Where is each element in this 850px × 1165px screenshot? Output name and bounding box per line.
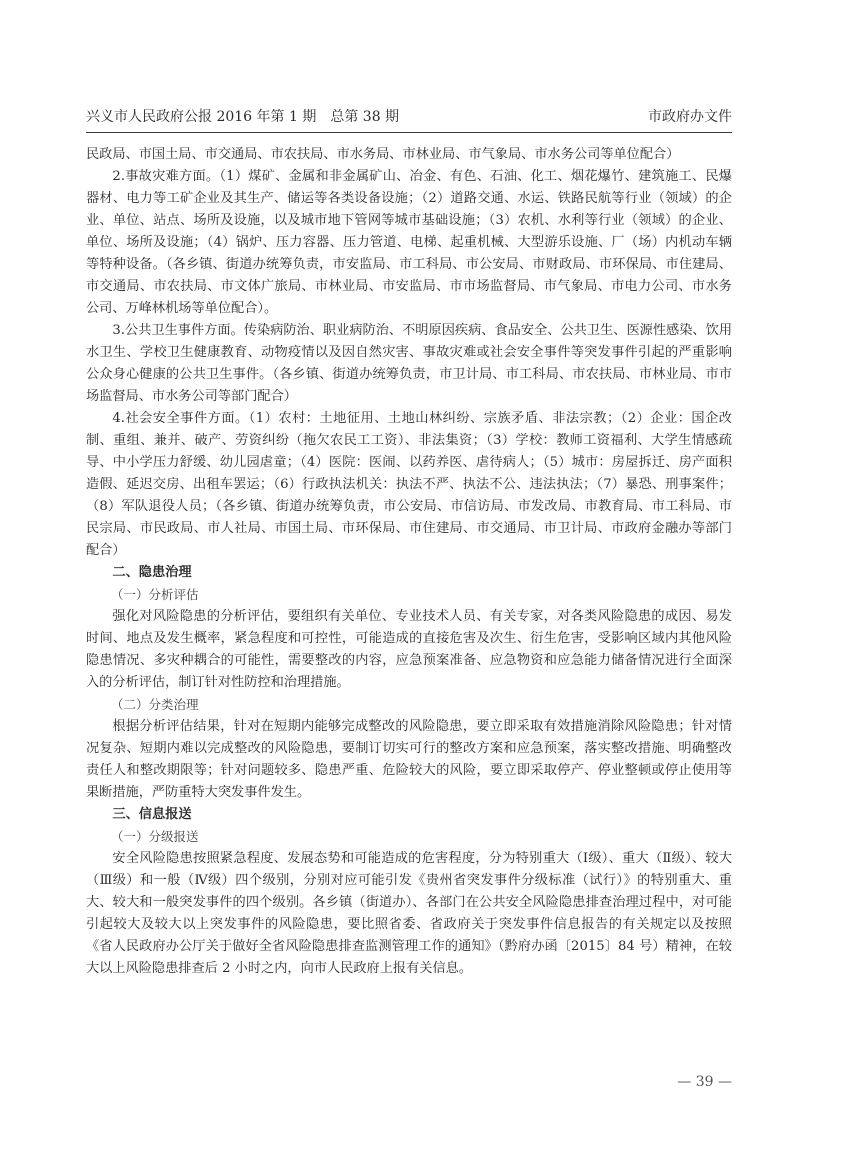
paragraph: 强化对风险隐患的分析评估，要组织有关单位、专业技术人员、有关专家，对各类风险隐患的成因、易发时间、地点及发生概率，紧急程度和可控性，可能造成的直接危害及次生、衍生危害，受影响区域内其他风险隐患情况、多灾种耦合的可能性，需要整改的内容，应急预案准备、应急物资和应急能力储备情况进行全面深入的分析评估，制订针对性防控和治理措施。 [86, 609, 732, 690]
paragraph: 3.公共卫生事件方面。传染病防治、职业病防治、不明原因疾病、食品安全、公共卫生、医源性感染、饮用水卫生、学校卫生健康教育、动物疫情以及因自然灾害、事故灾难或社会安全事件等突发事件引起的严重影响公众身心健康的公共卫生事件。（各乡镇、街道办统筹负责，市卫计局、市工科局、市农扶局、市林业局、市市场监督局、市水务公司等部门配合） [86, 323, 732, 404]
section-heading: 三、信息报送 [112, 807, 192, 822]
document-body [86, 144, 732, 980]
paragraph: 民政局、市国土局、市交通局、市农扶局、市水务局、市林业局、市气象局、市水务公司等单位配合） [86, 147, 680, 162]
paragraph: 安全风险隐患按照紧急程度、发展态势和可能造成的危害程度，分为特别重大（Ⅰ级）、重大（Ⅱ级）、较大（Ⅲ级）和一般（Ⅳ级）四个级别，分别对应可能引发《贵州省突发事件分级标准（试行）》的特别重大、重大、较大和一般突发事件的四个级别。各乡镇（街道办）、各部门在公共安全风险隐患排查治理过程中，对可能引起较大及较大以上突发事件的风险隐患，要比照省委、省政府关于突发事件信息报告的有关规定以及按照《省人民政府办公厅关于做好全省风险隐患排查监测管理工作的通知》（黔府办函〔2015〕84 号）精神，在较大以上风险隐患排查后 2 小时之内，向市人民政府上报有关信息。 [86, 851, 732, 976]
paragraph: 4.社会安全事件方面。（1）农村：土地征用、土地山林纠纷、宗族矛盾、非法宗教；（2）企业：国企改制、重组、兼并、破产、劳资纠纷（拖欠农民工工资）、非法集资；（3）学校：教师工资福利、大学生情感疏导、中小学压力舒缓、幼儿园虐童；（4）医院：医闹、以药养医、虐待病人；（5）城市：房屋拆迁、房产面积造假、延迟交房、出租车罢运；（6）行政执法机关：执法不严、执法不公、违法执法；（7）暴恐、刑事案件；（8）军队退役人员；（各乡镇、街道办统筹负责，市公安局、市信访局、市发改局、市教育局、市工科局、市民宗局、市民政局、市人社局、市国土局、市环保局、市住建局、市交通局、市卫计局、市政府金融办等部门配合） [86, 411, 732, 558]
section-heading: 二、隐患治理 [112, 565, 192, 580]
paragraph: 根据分析评估结果，针对在短期内能够完成整改的风险隐患，要立即采取有效措施消除风险隐患；针对情况复杂、短期内难以完成整改的风险隐患，要制订切实可行的整改方案和应急预案，落实整改措施、明确整改责任人和整改期限等；针对问题较多、隐患严重、危险较大的风险，要立即采取停产、停业整顿或停止使用等果断措施，严防重特大突发事件发生。 [86, 719, 732, 800]
subsection-heading: （二）分类治理 [111, 697, 199, 712]
section-title: 市政府办文件 [648, 109, 732, 125]
subsection-heading: （一）分析评估 [111, 587, 199, 602]
page-number: — 39 — [677, 1074, 732, 1090]
page-header [86, 104, 732, 130]
bulletin-title: 兴义市人民政府公报 2016 年第 1 期 总第 38 期 [86, 109, 400, 125]
paragraph: 2.事故灾难方面。（1）煤矿、金属和非金属矿山、冶金、有色、石油、化工、烟花爆竹、建筑施工、民爆器材、电力等工矿企业及其生产、储运等各类设备设施；（2）道路交通、水运、铁路民航等行业（领域）的企业、单位、站点、场所及设施，以及城市地下管网等城市基础设施；（3）农机、水利等行业（领域）的企业、单位、场所及设施；（4）锅炉、压力容器、压力管道、电梯、起重机械、大型游乐设施、厂（场）内机动车辆等特种设备。（各乡镇、街道办统筹负责，市安监局、市工科局、市公安局、市财政局、市环保局、市住建局、市交通局、市农扶局、市文体广旅局、市林业局、市安监局、市市场监督局、市气象局、市电力公司、市水务公司、万峰林机场等单位配合）。 [86, 169, 732, 316]
header-rule [86, 132, 732, 133]
subsection-heading: （一）分级报送 [111, 829, 199, 844]
